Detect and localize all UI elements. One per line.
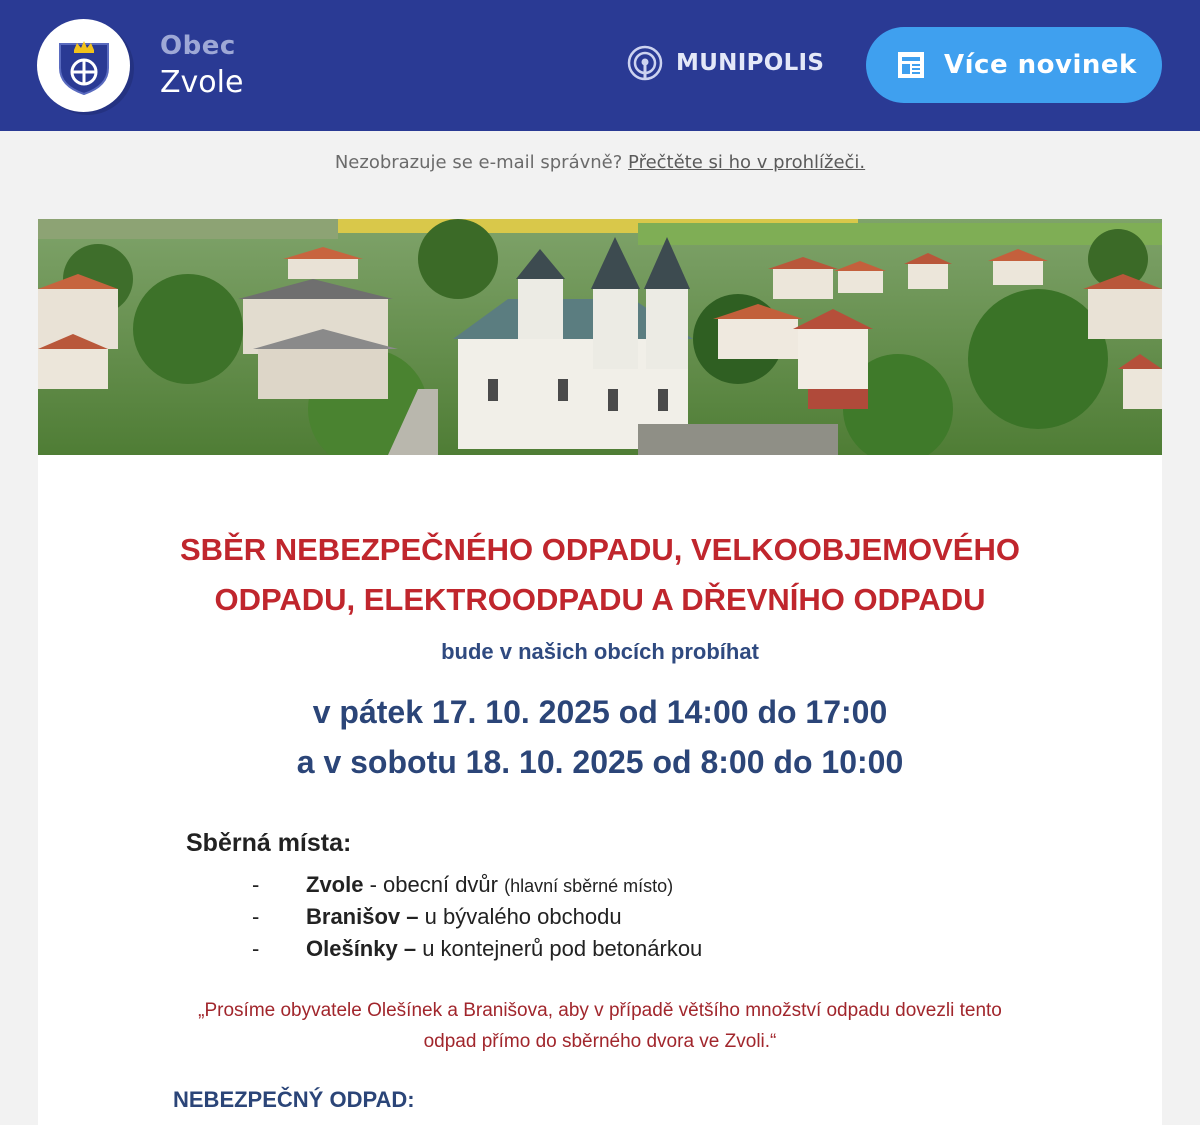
- list-item: [252, 869, 702, 901]
- place-name: Branišov: [306, 904, 401, 929]
- list-item: [252, 933, 702, 965]
- municipality-logo[interactable]: [37, 19, 130, 112]
- place-separator: –: [400, 904, 425, 929]
- date-line-saturday: a v sobotu 18. 10. 2025 od 8:00 do 10:00: [296, 744, 904, 780]
- place-name: Olešínky: [306, 936, 398, 961]
- list-bullet: -: [252, 872, 260, 897]
- hero-image: [38, 219, 1162, 455]
- place-separator: –: [397, 936, 423, 961]
- broadcast-icon: [626, 44, 664, 82]
- brand-name: Zvole: [160, 65, 244, 100]
- list-item: [252, 901, 702, 933]
- brand-prefix: Obec: [160, 31, 236, 61]
- hazardous-waste-heading: NEBEZPEČNÝ ODPAD:: [173, 1087, 415, 1112]
- place-description: obecní dvůr: [383, 872, 505, 897]
- quote-line-2: odpad přímo do sběrného dvora ve Zvoli.“: [423, 1031, 777, 1052]
- list-bullet: -: [252, 904, 260, 929]
- article-title-line-1: SBĚR NEBEZPEČNÉHO ODPADU, VELKOOBJEMOVÉHO: [180, 532, 1020, 567]
- collection-dates: [38, 687, 1162, 787]
- view-in-browser-link[interactable]: Přečtěte si ho v prohlížeči.: [628, 152, 866, 173]
- place-description: u bývalého obchodu: [424, 904, 622, 929]
- place-note: (hlavní sběrné místo): [504, 876, 674, 896]
- article-card: [38, 455, 1162, 1125]
- notice-text: Nezobrazuje se e-mail správně?: [334, 152, 623, 173]
- munipolis-wordmark: MUNIPOLIS: [676, 50, 825, 76]
- place-separator: -: [363, 872, 384, 897]
- article-subtitle: bude v našich obcích probíhat: [441, 639, 759, 664]
- browser-view-notice: [0, 152, 1200, 173]
- article-title-line-2: ODPADU, ELEKTROODPADU A DŘEVNÍHO ODPADU: [214, 582, 986, 617]
- coat-of-arms-icon: [57, 36, 111, 96]
- article-title: [38, 525, 1162, 625]
- newspaper-icon: [896, 50, 926, 80]
- residents-request-quote: [38, 995, 1162, 1057]
- list-bullet: -: [252, 936, 260, 961]
- village-church-photo: [38, 219, 1162, 455]
- email-header: [0, 0, 1200, 131]
- collection-points-list: [252, 869, 702, 965]
- munipolis-logo[interactable]: [626, 44, 824, 82]
- place-description: u kontejnerů pod betonárkou: [422, 936, 703, 961]
- collection-points-heading: Sběrná místa:: [186, 829, 352, 857]
- quote-line-1: „Prosíme obyvatele Olešínek a Branišova, aby v případě většího množství odpadu dovezli tento: [198, 1000, 1002, 1021]
- more-news-button[interactable]: [866, 27, 1162, 103]
- more-news-label: Více novinek: [944, 50, 1137, 80]
- date-line-friday: v pátek 17. 10. 2025 od 14:00 do 17:00: [312, 694, 888, 730]
- place-name: Zvole: [306, 872, 364, 897]
